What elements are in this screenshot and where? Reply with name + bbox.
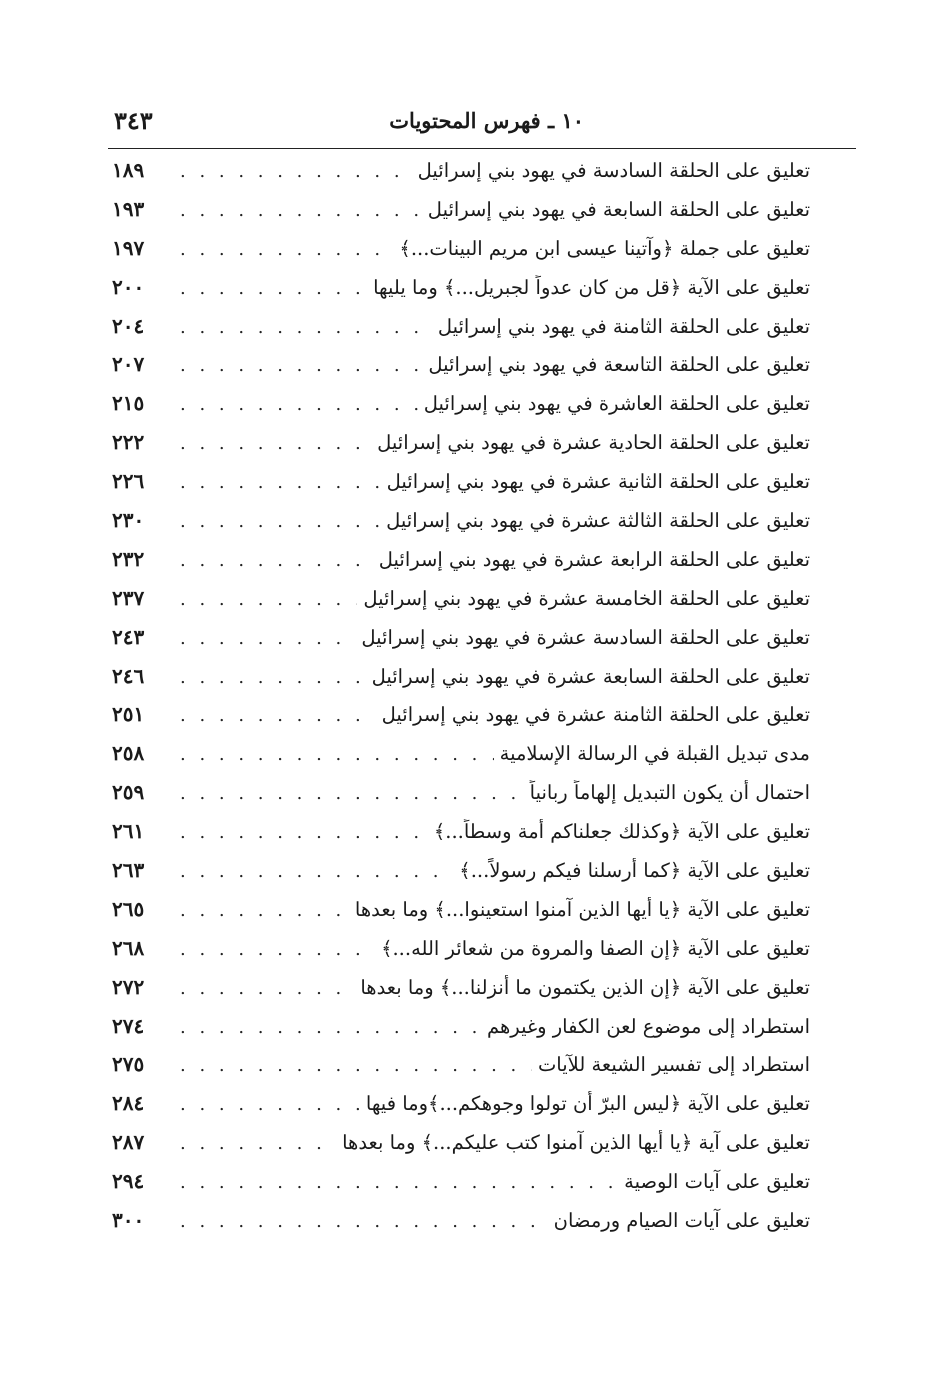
toc-entry-title: احتمال أن يكون التبديل إلهاماً ربانياً <box>529 781 810 805</box>
toc-entry-page: ٢٠٠ <box>112 274 145 299</box>
toc-entry <box>112 1014 810 1053</box>
toc-entry <box>112 1052 810 1091</box>
dot-leader <box>180 861 453 882</box>
dot-leader <box>180 628 355 649</box>
dot-leader <box>180 511 380 532</box>
toc-entry-page: ٢٣٧ <box>112 585 145 610</box>
toc-entry-title: استطراد إلى موضوع لعن الكفار وغيرهم <box>487 1014 810 1038</box>
dot-leader <box>180 705 376 726</box>
toc-entry <box>112 780 810 819</box>
dot-leader <box>180 355 422 376</box>
toc-entry-page: ٢٧٥ <box>112 1052 145 1077</box>
toc-entry-title: تعليق على الحلقة التاسعة في يهود بني إسرائيل <box>428 353 810 377</box>
toc-entry <box>112 469 810 508</box>
dot-leader <box>180 1172 618 1193</box>
toc-entry <box>112 664 810 703</box>
dot-leader <box>180 978 354 999</box>
toc-entry-page: ٢٦٨ <box>112 935 145 960</box>
toc-entry-title: تعليق على آية ﴿يا أيها الذين آمنوا كتب عليكم...﴾ وما بعدها <box>342 1131 810 1155</box>
toc-entry <box>112 314 810 353</box>
dot-leader <box>180 783 524 804</box>
dot-leader <box>180 939 375 960</box>
dot-leader <box>180 433 371 454</box>
toc-entry <box>112 858 810 897</box>
toc-entry-page: ٢٨٧ <box>112 1130 145 1155</box>
toc-entry-page: ٢٨٤ <box>112 1091 145 1116</box>
dot-leader <box>180 744 494 765</box>
toc-entry-page: ٢٩٤ <box>112 1169 145 1194</box>
toc-entry <box>112 197 810 236</box>
toc-entry-page: ١٩٣ <box>112 196 145 221</box>
toc-entry-page: ١٩٧ <box>112 235 145 260</box>
toc-entry <box>112 897 810 936</box>
toc-entry-title: تعليق على الحلقة السابعة عشرة في يهود بني إسرائيل <box>371 664 810 688</box>
toc-entry-page: ٢٦١ <box>112 819 145 844</box>
toc-entry-page: ٢٠٤ <box>112 313 145 338</box>
header-rule <box>108 148 856 149</box>
dot-leader <box>180 1055 532 1076</box>
toc-entry-title: تعليق على الحلقة الرابعة عشرة في يهود بني إسرائيل <box>378 547 810 571</box>
toc-entry-title: تعليق على الآية ﴿قل من كان عدواً لجبريل...﴾ وما يليها <box>373 275 810 299</box>
toc-entry <box>112 702 810 741</box>
toc-entry <box>112 547 810 586</box>
toc-entry-title: مدى تبديل القبلة في الرسالة الإسلامية <box>499 742 810 766</box>
toc-entry <box>112 1169 810 1208</box>
toc-entry <box>112 1130 810 1169</box>
toc-entry-page: ٢٦٥ <box>112 896 145 921</box>
toc-entry-page: ٢٦٣ <box>112 858 145 883</box>
table-of-contents <box>112 158 810 1247</box>
dot-leader <box>180 1017 481 1038</box>
toc-entry-title: تعليق على الحلقة الثانية عشرة في يهود بني إسرائيل <box>386 470 810 494</box>
dot-leader <box>180 472 381 493</box>
toc-entry-title: تعليق على جملة ﴿وآتينا عيسى ابن مريم البينات...﴾ <box>399 236 810 260</box>
toc-entry-title: تعليق على آيات الوصية <box>624 1170 810 1194</box>
toc-entry-title: تعليق على الحلقة الخامسة عشرة في يهود بني إسرائيل <box>363 586 810 610</box>
toc-entry <box>112 625 810 664</box>
toc-entry <box>112 936 810 975</box>
toc-entry-title: تعليق على الحلقة الثالثة عشرة في يهود بني إسرائيل <box>386 509 810 533</box>
toc-entry <box>112 508 810 547</box>
dot-leader <box>180 278 367 299</box>
toc-entry <box>112 275 810 314</box>
dot-leader <box>180 200 422 221</box>
toc-entry <box>112 352 810 391</box>
dot-leader <box>180 667 366 688</box>
dot-leader <box>180 239 393 260</box>
toc-entry-page: ٢٤٦ <box>112 663 145 688</box>
toc-entry-page: ٢٤٣ <box>112 624 145 649</box>
dot-leader <box>180 822 428 843</box>
toc-entry-page: ٢٠٧ <box>112 352 145 377</box>
toc-entry-page: ٢٢٦ <box>112 469 145 494</box>
toc-entry <box>112 430 810 469</box>
toc-entry <box>112 975 810 1014</box>
toc-entry <box>112 586 810 625</box>
dot-leader <box>180 550 373 571</box>
toc-entry <box>112 1208 810 1247</box>
dot-leader <box>180 1133 336 1154</box>
dot-leader <box>180 394 418 415</box>
toc-entry <box>112 819 810 858</box>
toc-entry-title: تعليق على الآية ﴿ليس البرّ أن تولوا وجوهكم...﴾وما فيها <box>365 1092 810 1116</box>
toc-entry-title: تعليق على الآية ﴿يا أيها الذين آمنوا استعينوا...﴾ وما بعدها <box>354 897 810 921</box>
toc-entry-title: تعليق على الحلقة السادسة في يهود بني إسرائيل <box>417 159 810 182</box>
toc-entry-title: تعليق على الحلقة العاشرة في يهود بني إسرائيل <box>423 392 810 416</box>
toc-entry-page: ٢٧٢ <box>112 974 145 999</box>
toc-entry-title: تعليق على الآية ﴿كما أرسلنا فيكم رسولاً...﴾ <box>459 859 810 883</box>
toc-entry <box>112 741 810 780</box>
toc-entry <box>112 236 810 275</box>
dot-leader <box>180 900 349 921</box>
toc-entry-title: تعليق على الآية ﴿وكذلك جعلناكم أمة وسطاً...﴾ <box>433 820 810 844</box>
toc-entry-page: ٢٧٤ <box>112 1013 145 1038</box>
toc-entry-page: ١٨٩ <box>112 158 145 182</box>
toc-entry-page: ٢٢٢ <box>112 430 145 455</box>
toc-entry-title: تعليق على آيات الصيام ورمضان <box>553 1209 810 1233</box>
toc-entry-title: تعليق على الحلقة السابعة في يهود بني إسرائيل <box>427 197 810 221</box>
toc-entry-title: تعليق على الحلقة الحادية عشرة في يهود بني إسرائيل <box>377 431 810 455</box>
page-header <box>108 104 856 144</box>
toc-entry-page: ٣٠٠ <box>112 1208 145 1233</box>
toc-entry-page: ٢٣٢ <box>112 546 145 571</box>
toc-entry-title: تعليق على الآية ﴿إن الصفا والمروة من شعائر الله...﴾ <box>381 936 810 960</box>
toc-entry-page: ٢٥١ <box>112 702 145 727</box>
toc-entry-title: تعليق على الحلقة الثامنة عشرة في يهود بني إسرائيل <box>381 703 810 727</box>
dot-leader <box>180 161 412 182</box>
page-number: ٣٤٣ <box>114 106 153 135</box>
toc-entry-page: ٢٣٠ <box>112 508 145 533</box>
dot-leader <box>180 317 432 338</box>
toc-entry <box>112 158 810 197</box>
toc-entry-title: تعليق على الحلقة الثامنة في يهود بني إسرائيل <box>437 314 810 338</box>
toc-entry-title: تعليق على الحلقة السادسة عشرة في يهود بني إسرائيل <box>361 625 810 649</box>
toc-entry-title: استطراد إلى تفسير الشيعة للآيات <box>537 1053 810 1077</box>
dot-leader <box>180 1211 548 1232</box>
dot-leader <box>180 1094 360 1115</box>
toc-entry-title: تعليق على الآية ﴿إن الذين يكتمون ما أنزلنا...﴾ وما بعدها <box>360 975 810 999</box>
toc-entry <box>112 1091 810 1130</box>
dot-leader <box>180 589 357 610</box>
toc-entry-page: ٢٥٩ <box>112 780 145 805</box>
toc-entry-page: ٢٥٨ <box>112 741 145 766</box>
running-head-title: ١٠ ـ فهرس المحتويات <box>389 108 584 133</box>
toc-entry-page: ٢١٥ <box>112 391 145 416</box>
toc-entry <box>112 391 810 430</box>
